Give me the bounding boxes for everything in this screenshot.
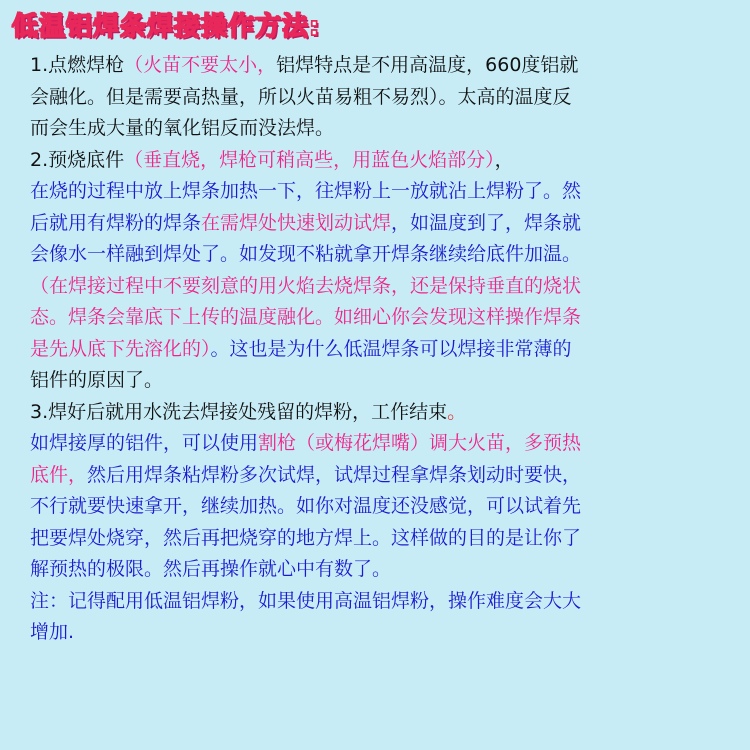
- text-segment: 底件，: [30, 463, 88, 486]
- text-line: [30, 460, 730, 492]
- text-line: [30, 302, 730, 334]
- instruction-body: [30, 50, 730, 649]
- text-line: [30, 586, 730, 618]
- text-segment: 后就用有焊粉的焊条: [30, 211, 202, 234]
- text-line: [30, 397, 730, 429]
- text-line: [30, 428, 730, 460]
- text-segment: ，如温度到了，焊条就: [391, 211, 582, 234]
- page-title: 低温铝焊条焊接操作方法:: [12, 12, 321, 42]
- text-segment: 。: [447, 400, 467, 423]
- text-segment: 然后用焊条粘焊粉多次试焊，试焊过程拿焊条划动时要快，: [87, 463, 582, 486]
- text-segment: 会融化。但是需要高热量，所以火苗易粗不易烈）。太高的温度反: [30, 85, 572, 108]
- text-segment: （火苗不要太小，: [124, 54, 277, 76]
- text-line: [30, 176, 730, 208]
- text-segment: 是先从底下先溶化的）: [30, 337, 211, 360]
- text-line: [30, 523, 730, 555]
- text-segment: 注：记得配用低温铝焊粉，如果使用高温铝焊粉，操作难度会大大: [30, 589, 582, 612]
- text-segment: 会像水一样融到焊处了。如发现不粘就拿开焊条继续给底件加温。: [30, 243, 582, 265]
- text-line: [30, 145, 730, 177]
- text-segment: ，: [494, 148, 514, 171]
- text-segment: 割枪（或梅花焊嘴）调大火苗，多预热: [258, 432, 582, 454]
- text-segment: 铝件的原因了。: [30, 369, 164, 391]
- text-segment: 2.预烧底件: [30, 148, 125, 171]
- text-line: [30, 82, 730, 114]
- text-line: [30, 365, 730, 397]
- text-line: [30, 50, 730, 82]
- text-segment: 铝焊特点是不用高温度，660度铝就: [276, 54, 579, 76]
- text-segment: 。这也是为什么低温焊条可以焊接非常薄的: [210, 337, 572, 360]
- text-line: [30, 239, 730, 271]
- text-line: [30, 554, 730, 586]
- text-segment: （垂直烧，焊枪可稍高些，用蓝色火焰部分）: [124, 148, 495, 171]
- text-segment: 在烧的过程中放上焊条加热一下，往焊粉上一放就沾上焊粉了。然: [30, 180, 582, 202]
- text-segment: （在焊接过程中不要刻意的用火焰去烧焊条，还是保持垂直的烧状: [30, 274, 582, 297]
- text-line: [30, 617, 730, 649]
- text-segment: 3.焊好后就用水洗去焊接处残留的焊粉，工作结束: [30, 400, 448, 423]
- text-line: [30, 113, 730, 145]
- text-segment: 增加.: [30, 621, 75, 643]
- text-line: [30, 208, 730, 240]
- text-segment: 而会生成大量的氧化铝反而没法焊。: [30, 117, 335, 139]
- text-segment: 在需焊处快速划动试焊: [201, 211, 392, 234]
- text-segment: 不行就要快速拿开，继续加热。如你对温度还没感觉，可以试着先: [30, 495, 582, 517]
- text-line: [30, 271, 730, 303]
- text-segment: 如焊接厚的铝件，可以使用: [30, 432, 259, 454]
- text-segment: 把要焊处烧穿，然后再把烧穿的地方焊上。这样做的目的是让你了: [30, 526, 582, 549]
- text-segment: 态。焊条会靠底下上传的温度融化。如细心你会发现这样操作焊条: [30, 306, 582, 328]
- text-segment: 解预热的极限。然后再操作就心中有数了。: [30, 558, 392, 580]
- text-segment: 1.点燃焊枪: [30, 54, 125, 76]
- text-line: [30, 491, 730, 523]
- text-line: [30, 334, 730, 366]
